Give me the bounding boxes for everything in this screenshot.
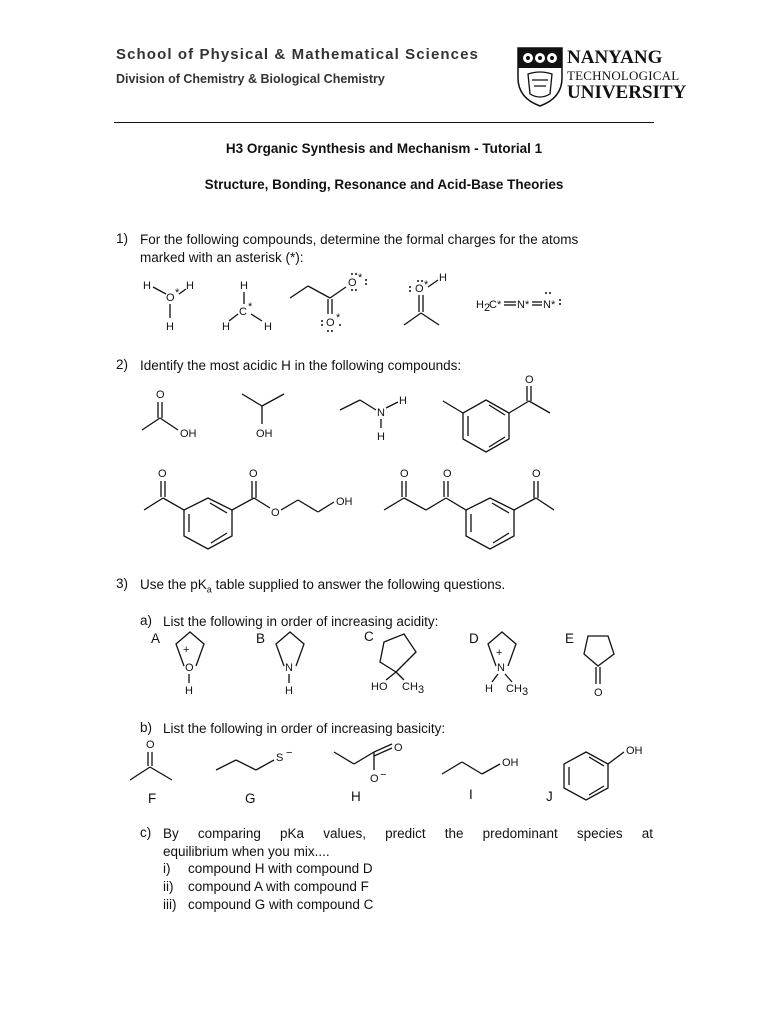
q1-water-structure [140, 276, 210, 336]
compound-d-methylpyrrolidinium-structure [480, 630, 540, 698]
svg-text:N: N [285, 662, 293, 674]
svg-text:OH: OH [180, 428, 197, 440]
svg-text:H: H [285, 685, 293, 697]
q1-protonated-acetone-structure [396, 270, 456, 332]
q3c-line-1: By comparing pKa values, predict the predominant species at [163, 826, 653, 841]
svg-text:N*: N* [543, 299, 556, 311]
svg-text:N: N [377, 407, 385, 419]
q3a-letter: a) [140, 613, 153, 628]
svg-text:O: O [158, 468, 167, 480]
compound-a-oxonium-structure [168, 630, 218, 698]
svg-text:H: H [143, 280, 151, 292]
svg-text:H: H [377, 431, 385, 443]
svg-text:OH: OH [502, 757, 519, 769]
svg-text:N*: N* [517, 299, 530, 311]
compound-label-j: J [546, 789, 553, 804]
ntu-crest-icon [514, 44, 566, 108]
svg-text:*: * [358, 272, 363, 284]
q2-isopropanol-structure [236, 386, 296, 446]
svg-text:S: S [276, 752, 284, 764]
svg-text:H: H [166, 321, 174, 333]
svg-text:O: O [249, 468, 258, 480]
compound-f-acetone-structure [124, 736, 180, 786]
compound-label-e: E [565, 631, 575, 646]
q3c-item-2-text: compound A with compound F [188, 879, 369, 894]
q2-methylacetophenone-structure [430, 372, 560, 472]
logo-line-3: UNIVERSITY [567, 82, 687, 103]
q3-text-sub: a [206, 584, 212, 595]
svg-text:OH: OH [256, 428, 273, 440]
svg-text:O: O [348, 277, 357, 289]
svg-text:H: H [185, 685, 193, 697]
svg-text:OH: OH [336, 496, 353, 508]
q1-text-line-1: For the following compounds, determine the formal charges for the atoms [140, 232, 579, 247]
svg-text:+: + [496, 647, 503, 659]
q3c-item-2-num: ii) [163, 879, 174, 894]
q3c-item-1-text: compound H with compound D [188, 861, 373, 876]
division-name: Division of Chemistry & Biological Chemistry [116, 72, 385, 86]
svg-text:O: O [532, 468, 541, 480]
q3c-letter: c) [140, 825, 152, 840]
svg-text:+: + [183, 644, 190, 656]
svg-text:3: 3 [522, 686, 529, 698]
compound-g-propanethiolate-structure [212, 748, 298, 780]
svg-text:*: * [175, 287, 180, 299]
svg-text:O: O [394, 742, 403, 754]
q2-acetylacetylphenyl-structure [378, 462, 558, 554]
q3c-item-1-num: i) [163, 861, 171, 876]
compound-j-phenol-structure [556, 740, 656, 804]
compound-b-pyrrolidine-structure [268, 630, 318, 698]
svg-text:H: H [222, 321, 230, 333]
q1-diazomethane-structure [472, 286, 582, 318]
tutorial-subtitle: Structure, Bonding, Resonance and Acid-Base Theories [204, 177, 564, 192]
q2-text: Identify the most acidic H in the following compounds: [140, 358, 462, 373]
compound-label-h: H [351, 789, 361, 804]
svg-text:2: 2 [484, 302, 491, 314]
svg-text:H: H [485, 683, 493, 695]
q3c-line-2: equilibrium when you mix.... [163, 844, 330, 859]
compound-label-d: D [469, 631, 479, 646]
svg-text:O: O [166, 292, 175, 304]
q3a-text: List the following in order of increasing acidity: [163, 614, 439, 629]
svg-text:O: O [156, 389, 165, 401]
q3c-item-3-num: iii) [163, 897, 177, 912]
q2-ethylamine-structure [336, 390, 426, 450]
q1-methane-structure [218, 276, 280, 336]
q3c-item-3-text: compound G with compound C [188, 897, 374, 912]
compound-h-propanoate-structure [330, 740, 410, 796]
svg-text:O: O [525, 374, 534, 386]
svg-text:*: * [248, 301, 253, 313]
svg-text:O: O [185, 662, 194, 674]
q3-text-pre: Use the pK [140, 577, 207, 592]
svg-text:H: H [264, 321, 272, 333]
compound-label-g: G [245, 791, 256, 806]
compound-e-cyclopentanone-structure [578, 630, 628, 700]
q2-hydroxyethyl-acetylbenzoate-structure [138, 462, 368, 554]
svg-text:−: − [286, 747, 293, 759]
svg-text:C*: C* [489, 299, 502, 311]
compound-label-f: F [148, 791, 157, 806]
svg-text:CH: CH [506, 683, 522, 695]
compound-label-c: C [364, 629, 374, 644]
q1-text [140, 231, 578, 267]
q1-number: 1) [116, 231, 129, 246]
svg-text:H: H [186, 280, 194, 292]
svg-text:H: H [240, 280, 248, 292]
svg-text:O: O [594, 687, 603, 699]
svg-text:O: O [415, 283, 424, 295]
svg-text:H: H [476, 299, 484, 311]
svg-text:H: H [439, 272, 447, 284]
svg-text:3: 3 [418, 684, 425, 696]
university-logo-text [567, 48, 686, 102]
compound-label-a: A [151, 631, 161, 646]
svg-text:*: * [336, 312, 341, 324]
tutorial-title: H3 Organic Synthesis and Mechanism - Tutorial 1 [225, 141, 543, 156]
logo-line-2: TECHNOLOGICAL [567, 68, 680, 83]
q2-acetic-acid-structure [136, 386, 206, 446]
compound-label-b: B [256, 631, 266, 646]
svg-text:OH: OH [626, 745, 643, 757]
svg-text:H: H [399, 395, 407, 407]
svg-text:O: O [370, 773, 379, 785]
q2-number: 2) [116, 357, 129, 372]
q3b-letter: b) [140, 720, 153, 735]
q3-number: 3) [116, 576, 129, 591]
school-name: School of Physical & Mathematical Sciences [116, 46, 479, 63]
header-divider [114, 122, 654, 123]
compound-c-methylcyclopentanol-structure [366, 630, 438, 698]
svg-text:O: O [271, 507, 280, 519]
q1-propanoate-structure [286, 270, 386, 336]
logo-line-1: NANYANG [567, 47, 663, 68]
svg-text:N: N [497, 662, 505, 674]
q3b-text: List the following in order of increasing basicity: [163, 721, 446, 736]
svg-text:C: C [239, 306, 247, 318]
compound-label-i: I [469, 787, 473, 802]
svg-text:−: − [380, 769, 387, 781]
svg-text:O: O [400, 468, 409, 480]
svg-text:CH: CH [402, 681, 418, 693]
svg-text:O: O [146, 739, 155, 751]
svg-text:HO: HO [371, 681, 388, 693]
svg-text:O: O [443, 468, 452, 480]
q3-text [140, 576, 505, 599]
svg-text:*: * [424, 279, 429, 291]
q1-text-line-2: marked with an asterisk (*): [140, 250, 304, 265]
svg-text:O: O [326, 317, 335, 329]
compound-i-propanol-structure [438, 750, 518, 780]
q3-text-post: table supplied to answer the following questions. [211, 577, 506, 592]
